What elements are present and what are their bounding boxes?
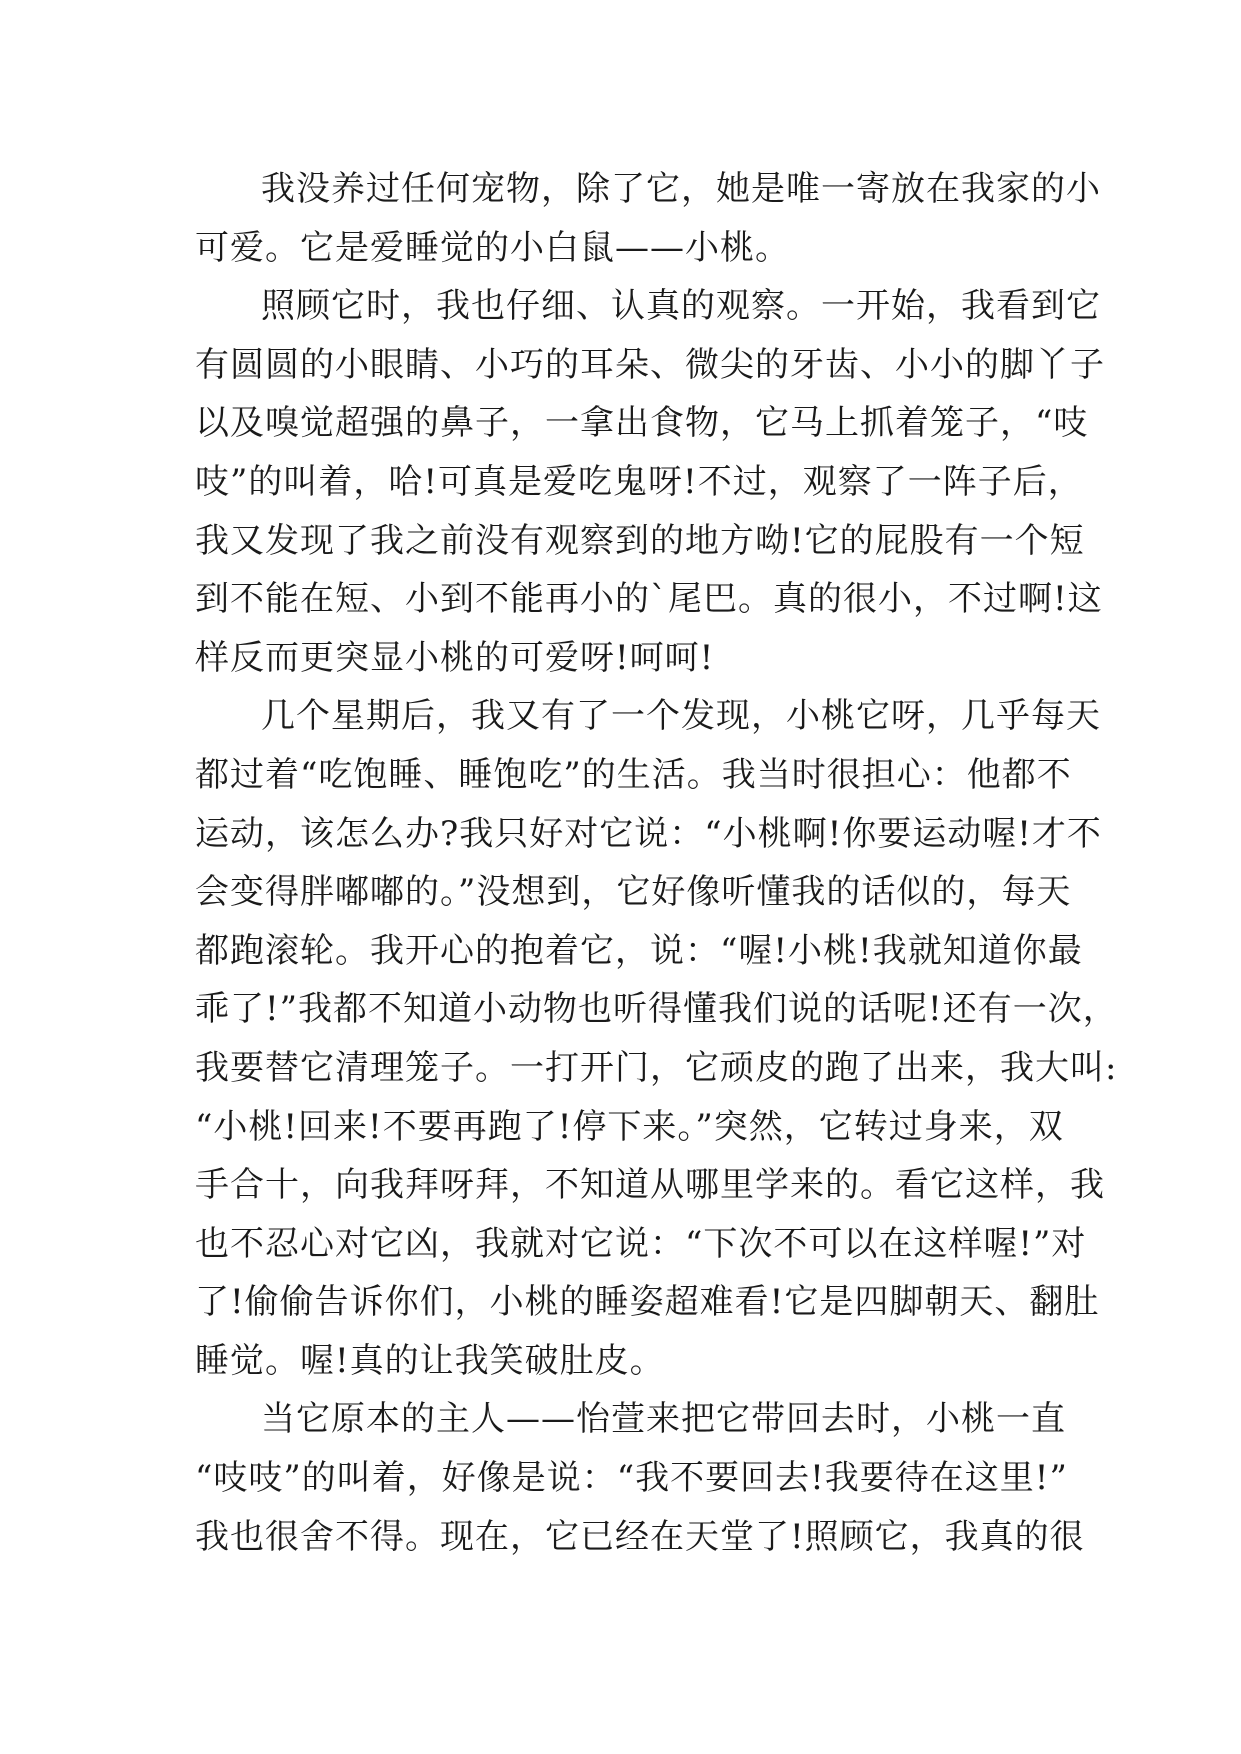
text-line: 会变得胖嘟嘟的。”没想到，它好像听懂我的话似的，每天 <box>195 872 1072 913</box>
text-line: 以及嗅觉超强的鼻子，一拿出食物，它马上抓着笼子，“吱 <box>195 403 1089 444</box>
text-line: 吱”的叫着，哈!可真是爱吃鬼呀!不过，观察了一阵子后， <box>195 461 1083 502</box>
text-line: “小桃!回来!不要再跑了!停下来。”突然，它转过身来，双 <box>195 1106 1064 1147</box>
text-line: 我没养过任何宠物，除了它，她是唯一寄放在我家的小 <box>261 169 1101 209</box>
text-line: 手合十，向我拜呀拜，不知道从哪里学来的。看它这样，我 <box>195 1165 1105 1206</box>
text-line: 我也很舍不得。现在，它已经在天堂了!照顾它，我真的很 <box>195 1516 1085 1557</box>
text-line: 运动，该怎么办?我只好对它说：“小桃啊!你要运动喔!才不 <box>195 813 1102 854</box>
text-line: “吱吱”的叫着，好像是说：“我不要回去!我要待在这里!” <box>195 1458 1068 1499</box>
text-line: 当它原本的主人——怡萱来把它带回去时，小桃一直 <box>261 1399 1066 1440</box>
text-line: 照顾它时，我也仔细、认真的观察。一开始，我看到它 <box>261 286 1101 327</box>
text-line: 我要替它清理笼子。一打开门，它顽皮的跑了出来，我大叫: <box>195 1047 1118 1088</box>
paragraph-1 <box>195 160 1101 277</box>
text-line: 我又发现了我之前没有观察到的地方呦!它的屁股有一个短 <box>195 520 1085 561</box>
paragraph-4 <box>195 1390 1085 1566</box>
text-line: 睡觉。喔!真的让我笑破肚皮。 <box>195 1340 665 1381</box>
text-line: 了!偷偷告诉你们，小桃的睡姿超难看!它是四脚朝天、翻肚 <box>195 1282 1100 1323</box>
paragraph-2 <box>195 277 1105 687</box>
text-line: 到不能在短、小到不能再小的`尾巴。真的很小，不过啊!这 <box>195 579 1103 620</box>
text-line: 可爱。它是爱睡觉的小白鼠——小桃。 <box>195 227 790 268</box>
text-line: 都过着“吃饱睡、睡饱吃”的生活。我当时很担心：他都不 <box>195 754 1072 795</box>
essay-body <box>195 160 1118 1566</box>
text-line: 样反而更突显小桃的可爱呀!呵呵! <box>195 637 715 678</box>
text-line: 几个星期后，我又有了一个发现，小桃它呀，几乎每天 <box>261 696 1101 737</box>
text-line: 乖了!”我都不知道小动物也听得懂我们说的话呢!还有一次， <box>195 989 1118 1030</box>
paragraph-3 <box>195 687 1118 1390</box>
text-line: 也不忍心对它凶，我就对它说：“下次不可以在这样喔!”对 <box>195 1223 1087 1264</box>
text-line: 都跑滚轮。我开心的抱着它，说：“喔!小桃!我就知道你最 <box>195 930 1083 971</box>
text-line: 有圆圆的小眼睛、小巧的耳朵、微尖的牙齿、小小的脚丫子 <box>195 344 1105 385</box>
